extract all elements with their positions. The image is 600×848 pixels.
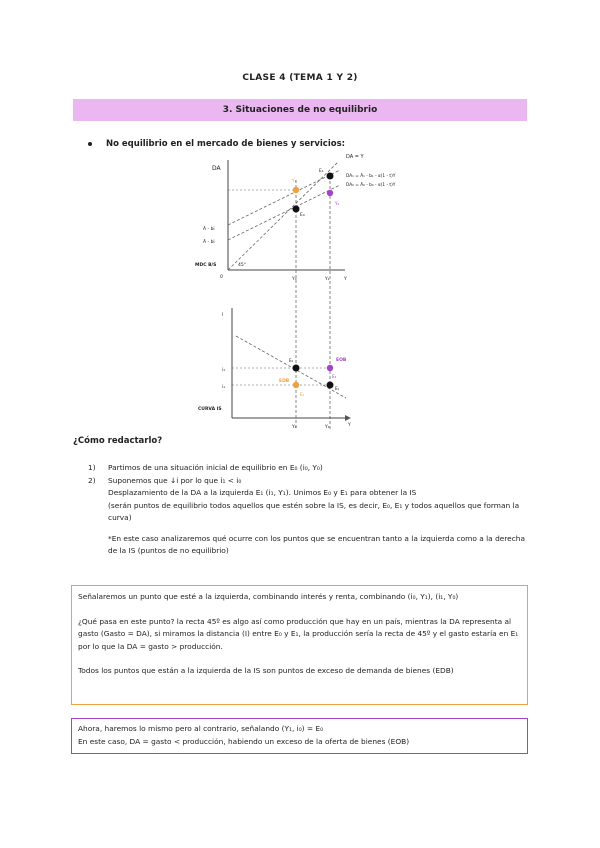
left-label-1: Ā - bi [203,227,215,232]
orange-p1: Señalaremos un punto que esté a la izquierda, combinando interés y renta, combinando (i₀, Y₁), (i₁, Y₀) [78,592,459,601]
bottom-xtick-y: Y [348,423,351,428]
curve-label-da0: DA₀ = Ā₀ - b₀ - α(1 - t)Y [346,183,396,188]
point-label-y2: Y₂ [335,201,340,206]
tag-eob: EOB [336,358,347,363]
left-label-2: Ā - bi [203,240,215,245]
top-xtick-y1: Y₁ [325,277,330,282]
point-e1-bottom [327,382,334,389]
purple-callout [71,718,528,754]
line-da0 [228,185,340,240]
step-item [88,462,533,475]
orange-p3: Todos los puntos que están a la izquierda de la IS son puntos de exceso de demanda de bienes (EDB) [78,666,454,675]
point-label-e0: E₀ [300,213,305,218]
bottom-point-label-1: E₂ [289,358,294,363]
section-heading: 3. Situaciones de no equilibrio [73,99,527,121]
step-item [88,500,533,525]
step-item [88,487,533,500]
ytick-i0: i₁ [222,385,226,390]
step-text: Desplazamiento de la DA a la izquierda E₁ (i₁, Y₁). Unimos E₀ y E₁ para obtener la IS [108,488,417,497]
step-number: 2) [88,475,96,485]
bottom-point-label-3: E₂ [300,392,305,397]
top-xtick-y0: Y₀ [292,277,297,282]
origin-label: 0 [220,275,223,280]
step-text: Partimos de una situación inicial de equilibrio en E₀ (i₀, Y₀) [108,463,323,472]
bullet-text: No equilibrio en el mercado de bienes y servicios: [106,139,346,149]
howto-heading: ¿Cómo redactarlo? [73,436,163,446]
step-text: Suponemos que ↓i por lo que i₁ < i₀ [108,475,242,485]
step-text: (serán puntos de equilibrio todos aquellos que estén sobre la IS, es decir, E₀, E₁ y todos aquellos que forman la curva) [108,500,520,522]
corner-label-bottom: CURVA IS [198,407,222,412]
point-purple-top [327,190,333,196]
step-number [88,487,108,500]
bottom-xtick-y0: Y₀ [292,425,297,430]
tag-edb: EDB [279,379,290,384]
bottom-y-label: i [222,312,224,318]
orange-p2: ¿Qué pasa en este punto? la recta 45º es algo así como producción que hay en un país, mientras la DA representa al gasto (Gasto = DA), si miramos la distancia (I) entre E₀ y E₁, la producción sería la recta de 45º y el gasto estaría en E₁ por lo que la DA = gasto > producción. [78,616,519,651]
point-orange-bottom [293,382,299,388]
step-number: 1) [88,463,96,472]
curve-label-da1: DA₁ = Ā₁ - b₁ - α(1 - t)Y [346,174,396,179]
bottom-point-label-2: E₁ [335,386,340,391]
step-item [88,475,533,488]
point-label-e1: E₁ [319,169,324,174]
line-45 [228,162,338,270]
steps-list [88,462,533,558]
corner-label-top: MDC B/S [195,263,217,268]
point-purple-bottom [327,365,333,371]
bottom-point-label-4: E₃ [332,374,337,379]
page-title: CLASE 4 (TEMA 1 Y 2) [242,73,358,83]
bottom-xtick-y1: Y₁ [325,425,330,430]
top-y-label: DA [212,165,221,172]
steps-note: *En este caso analizaremos qué ocurre con los puntos que se encuentran tanto a la izquierda como a la derecha de la IS (puntos de no equilibrio) [108,533,526,555]
point-e2-bottom [293,365,300,372]
top-xtick-y: Y [344,277,347,282]
point-label-y1: Y₁ [292,178,297,183]
angle-label: 45° [238,263,246,268]
orange-callout [71,585,528,705]
point-orange-top [293,187,299,193]
point-e0-top [293,206,300,213]
curve-label-dayy: DA = Y [346,154,364,160]
point-e1-top [327,173,334,180]
purple-p2: En este caso, DA = gasto < producción, habiendo un exceso de la oferta de bienes (EOB) [78,736,410,746]
purple-p1: Ahora, haremos lo mismo pero al contrario, señalando (Y₁, i₀) = E₀ [78,724,324,733]
ytick-i1: i₁ [222,368,226,373]
step-number [88,500,108,525]
line-da1 [228,170,340,225]
